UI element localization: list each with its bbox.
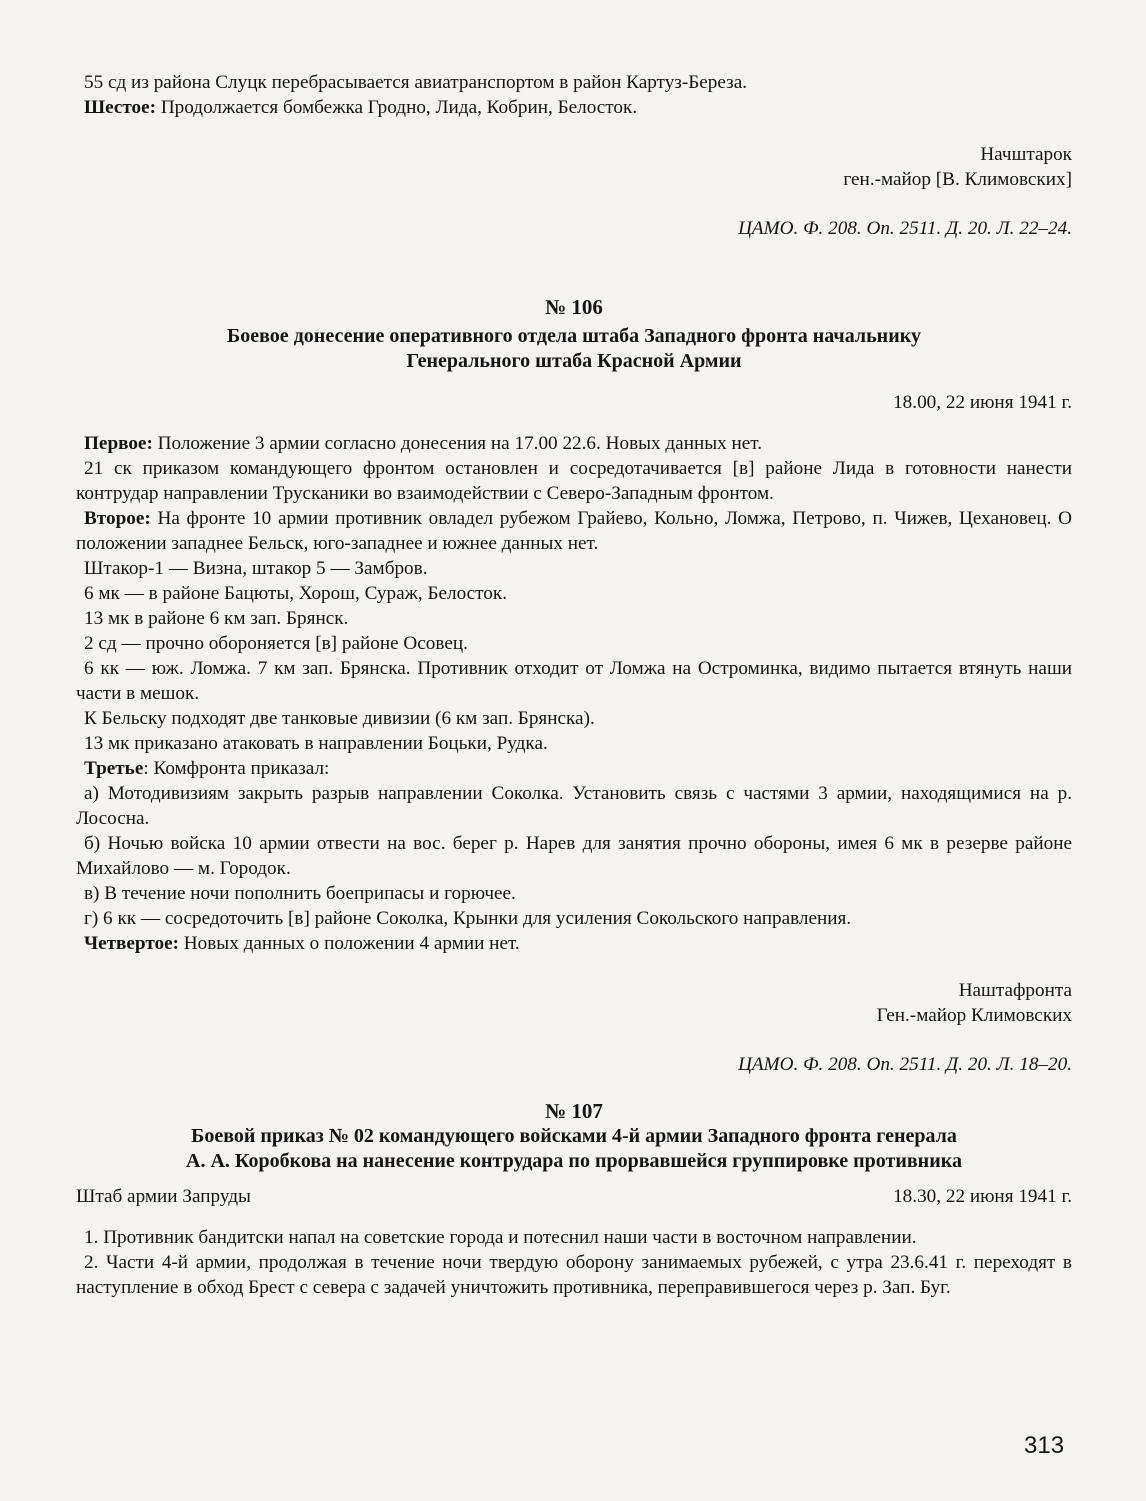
order-point-2: 2. Части 4-й армии, продолжая в течение ночи твердую оборону занимаемых рубежей, с утра 23.6.41 г. переходят в наступление в обход Брест с севера с задачей уничтожить противника, переправившегося через р. Зап. Буг.: [76, 1252, 1072, 1298]
text-line: Штакор-1 — Визна, штакор 5 — Замбров.: [84, 558, 428, 579]
paragraph-first: [76, 431, 1072, 456]
document-number-106: № 106: [545, 295, 603, 319]
document-title-107-line2: А. А. Коробкова на нанесение контрудара по прорвавшейся группировке противника: [186, 1150, 962, 1172]
text-line: 6 мк — в районе Бацюты, Хорош, Сураж, Белосток.: [84, 583, 508, 604]
text-line: 13 мк в районе 6 км зап. Брянск.: [84, 608, 349, 629]
order-point-1: 1. Противник бандитски напал на советские города и потеснил наши части в восточном направлении.: [84, 1227, 917, 1248]
text-sixth: Продолжается бомбежка Гродно, Лида, Кобрин, Белосток.: [156, 97, 638, 118]
text-line: 55 сд из района Слуцк перебрасывается авиатранспортом в район Картуз-Береза.: [84, 72, 748, 93]
text-fourth: Новых данных о положении 4 армии нет.: [179, 933, 520, 954]
label-fourth: Четвертое:: [84, 933, 179, 954]
text-line: 2 сд — прочно обороняется [в] районе Осовец.: [84, 633, 468, 654]
document-number-107: № 107: [545, 1099, 603, 1123]
label-first: Первое:: [84, 433, 153, 454]
order-item-g: г) 6 кк — сосредоточить [в] районе Соколка, Крынки для усиления Сокольского направления.: [84, 908, 852, 929]
text-line: 6 кк — юж. Ломжа. 7 км зап. Брянска. Противник отходит от Ломжа на Остроминка, видимо пытается втянуть наши части в мешок.: [76, 658, 1072, 704]
signature-name: Ген.-майор Климовских: [876, 1005, 1072, 1026]
text-second: На фронте 10 армии противник овладел рубежом Грайево, Кольно, Ломжа, Петрово, п. Чижев, Цехановец. О положении западнее Бельск, юго-западнее и южнее данных нет.: [76, 508, 1072, 554]
document-place-107: Штаб армии Запруды: [76, 1186, 251, 1207]
label-second: Второе:: [84, 508, 151, 529]
page-number: 313: [1024, 1432, 1065, 1459]
paragraph-sixth: [76, 95, 1072, 120]
place-date-row: [76, 1184, 1072, 1209]
document-title-106-line1: Боевое донесение оперативного отдела штаба Западного фронта начальнику: [227, 325, 921, 347]
document-title-107-line1: Боевой приказ № 02 командующего войсками 4-й армии Западного фронта генерала: [191, 1125, 957, 1147]
text-first: Положение 3 армии согласно донесения на 17.00 22.6. Новых данных нет.: [152, 433, 763, 454]
page-content: [76, 70, 1072, 1300]
archive-reference: ЦАМО. Ф. 208. Оп. 2511. Д. 20. Л. 18–20.: [738, 1054, 1072, 1075]
document-date-107: 18.30, 22 июня 1941 г.: [893, 1186, 1072, 1207]
text-line: 13 мк приказано атаковать в направлении Боцьки, Рудка.: [84, 733, 548, 754]
document-date-106: 18.00, 22 июня 1941 г.: [893, 392, 1072, 413]
order-item-v: в) В течение ночи пополнить боеприпасы и горючее.: [84, 883, 516, 904]
paragraph-fourth: [76, 931, 1072, 956]
paragraph-21sk: 21 ск приказом командующего фронтом остановлен и сосредотачивается [в] районе Лида в готовности нанести контрудар направлении Трусканики во взаимодействии с Северо-Западным фронтом.: [76, 458, 1072, 504]
signature-title: Начштарок: [980, 144, 1072, 165]
label-third: Третье: [84, 758, 144, 779]
document-title-106-line2: Генерального штаба Красной Армии: [406, 350, 742, 372]
text-line: К Бельску подходят две танковые дивизии (6 км зап. Брянска).: [84, 708, 595, 729]
paragraph-second: [76, 506, 1072, 556]
order-item-b: б) Ночью войска 10 армии отвести на вос. берег р. Нарев для занятия прочно обороны, имея 6 мк в резерве районе Михайлово — м. Городок.: [76, 833, 1072, 879]
archive-reference: ЦАМО. Ф. 208. Оп. 2511. Д. 20. Л. 22–24.: [738, 218, 1072, 239]
signature-title: Наштафронта: [958, 980, 1072, 1001]
paragraph-third: [76, 756, 1072, 781]
order-item-a: а) Мотодивизиям закрыть разрыв направлении Соколка. Установить связь с частями 3 армии, находящимися на р. Лососна.: [76, 783, 1072, 829]
signature-name: ген.-майор [В. Климовских]: [843, 169, 1072, 190]
label-sixth: Шестое:: [84, 97, 157, 118]
text-third: : Комфронта приказал:: [143, 758, 330, 779]
